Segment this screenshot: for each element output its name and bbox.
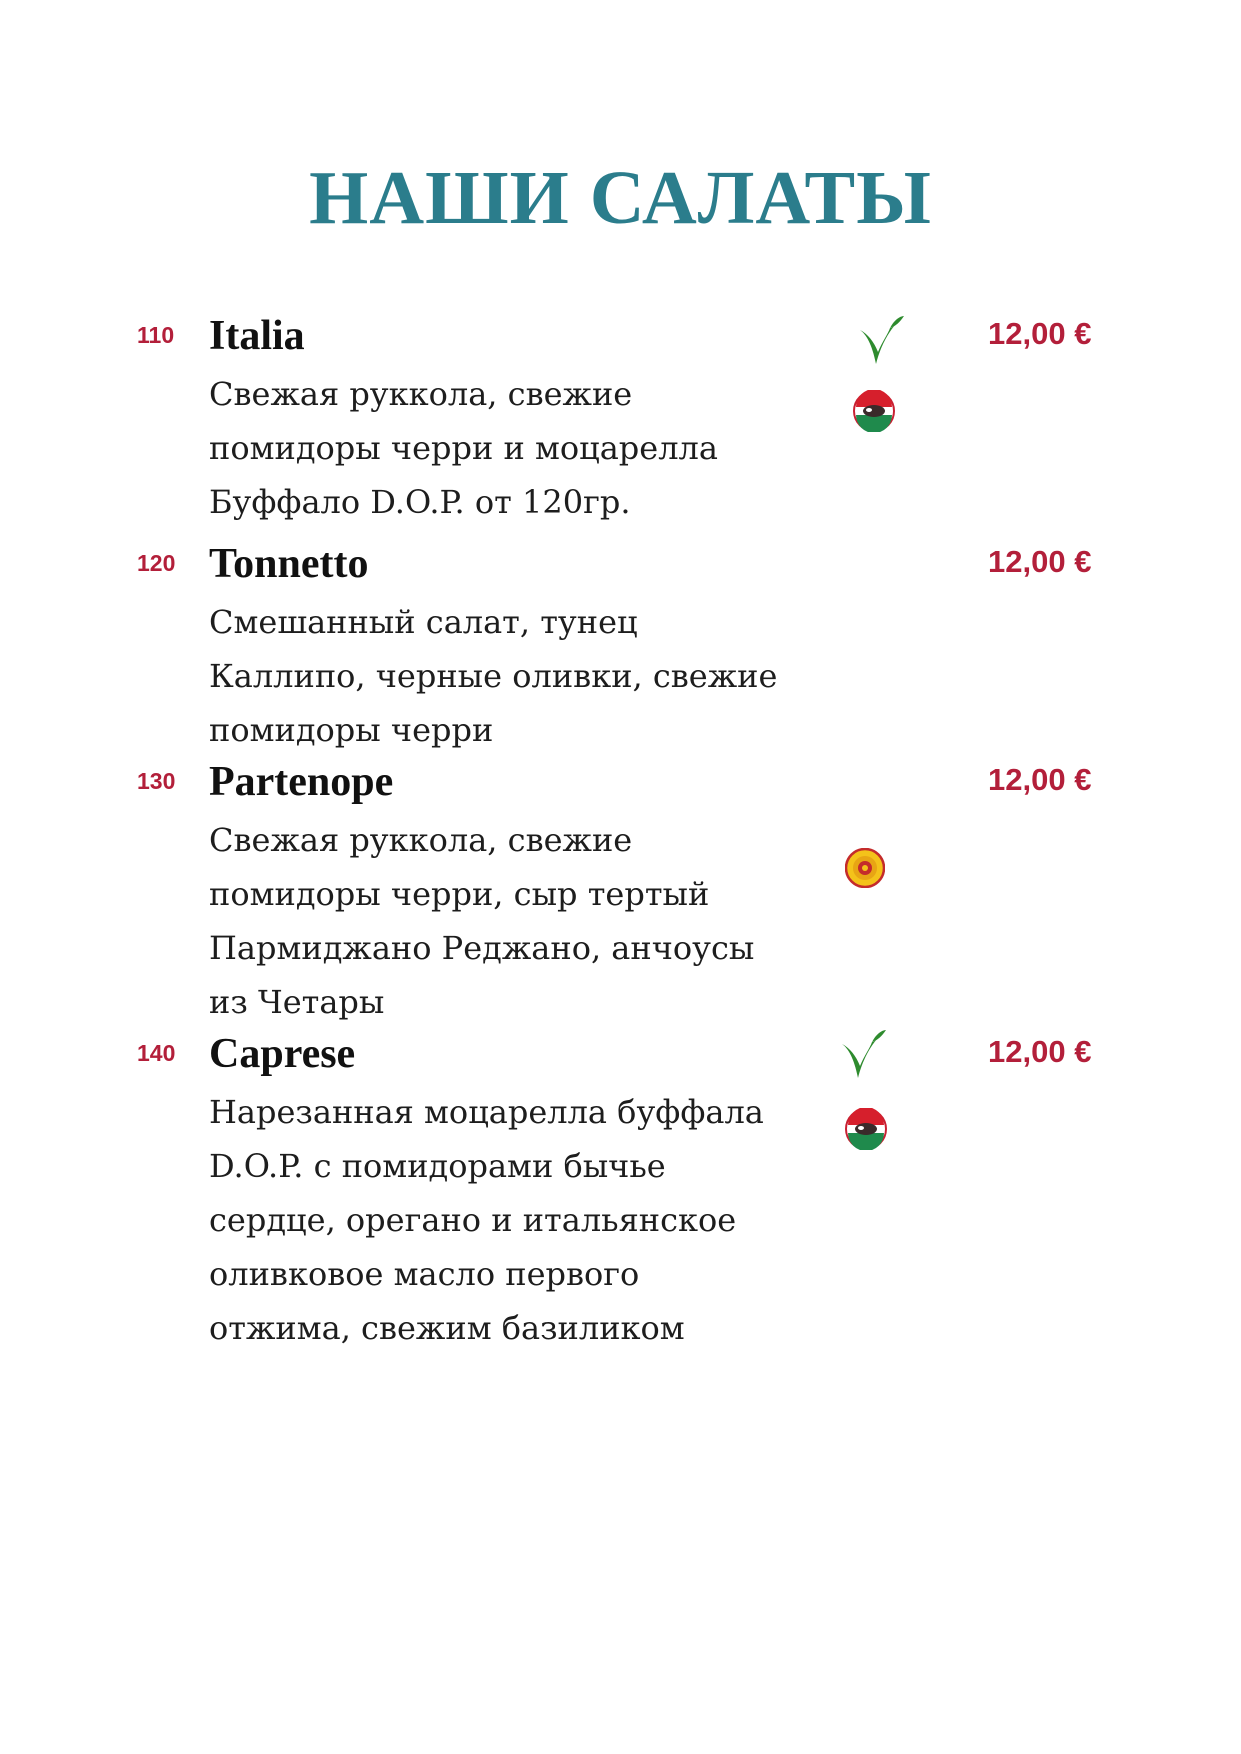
- item-price: 12,00 €: [988, 1034, 1092, 1069]
- description-line: сердце, орегано и итальянское: [209, 1201, 737, 1239]
- description-line: из Четары: [209, 983, 385, 1021]
- description-line: Пармиджано Реджано, анчоусы: [209, 929, 755, 967]
- item-name: Caprese: [209, 1031, 356, 1077]
- item-number: 110: [137, 322, 175, 348]
- item-price: 12,00 €: [988, 316, 1092, 351]
- item-description: [209, 367, 829, 529]
- item-number: 130: [137, 768, 176, 794]
- item-name: Tonnetto: [209, 541, 369, 587]
- item-name: Partenope: [209, 759, 394, 805]
- item-number: 140: [137, 1040, 176, 1066]
- description-line: отжима, свежим базиликом: [209, 1309, 685, 1347]
- dop-seal-icon: [845, 848, 885, 892]
- mozzarella-buffalo-dop-icon: [845, 1108, 887, 1154]
- item-description: [209, 1085, 829, 1355]
- item-description: [209, 813, 829, 1029]
- description-line: помидоры черри и моцарелла: [209, 429, 718, 467]
- item-price: 12,00 €: [988, 762, 1092, 797]
- description-line: помидоры черри: [209, 711, 494, 749]
- vegetarian-check-icon: [858, 314, 906, 372]
- item-price: 12,00 €: [988, 544, 1092, 579]
- item-name: Italia: [209, 313, 305, 359]
- description-line: Нарезанная моцарелла буффала: [209, 1093, 764, 1131]
- description-line: Буффало D.O.P. от 120гр.: [209, 483, 631, 521]
- description-line: Каллипо, черные оливки, свежие: [209, 657, 778, 695]
- description-line: помидоры черри, сыр тертый: [209, 875, 710, 913]
- page-title: НАШИ САЛАТЫ: [309, 156, 932, 240]
- vegetarian-check-icon: [840, 1028, 888, 1086]
- mozzarella-buffalo-dop-icon: [853, 390, 895, 436]
- description-line: Свежая руккола, свежие: [209, 375, 633, 413]
- description-line: D.O.P. с помидорами бычье: [209, 1147, 666, 1185]
- description-line: Смешанный салат, тунец: [209, 603, 638, 641]
- description-line: Свежая руккола, свежие: [209, 821, 633, 859]
- item-number: 120: [137, 550, 176, 576]
- item-description: [209, 595, 829, 757]
- description-line: оливковое масло первого: [209, 1255, 640, 1293]
